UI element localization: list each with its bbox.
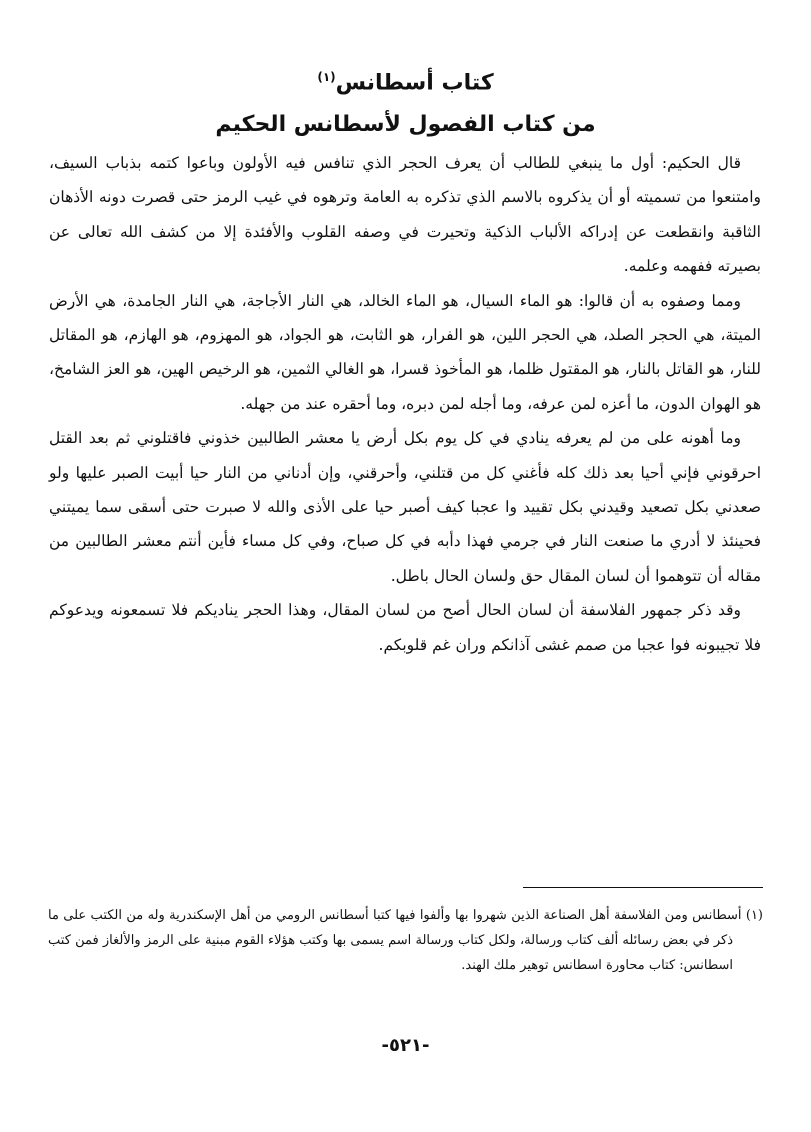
footnote-divider (523, 887, 763, 888)
body-text (49, 146, 761, 662)
paragraph: وما أهونه على من لم يعرفه ينادي في كل يوم بكل أرض يا معشر الطالبين خذوني فاقتلوني ثم بعد القتل احرقوني فإني أحيا بعد ذلك كله فأغني كل من قتلني، وأحرقني، وإن أدناني من النار حيا أبيت الصبر عليها ولو صعدني بكل تصعيد وقيدني بكل تقييد وا عجبا كيف أصبر حيا على الأذى والله لا صبرت حتى أسقى سما يميتني فحينئذ لا أدري ما صنعت النار في جرمي فهذا دأبه في كل صباح، وفي كل مساء فأين أنتم معشر الطالبين من مقاله أن تتوهموا أن لسان المقال حق ولسان الحال باطل. (49, 429, 761, 585)
chapter-title (0, 62, 811, 98)
paragraph: قال الحكيم: أول ما ينبغي للطالب أن يعرف الحجر الذي تنافس فيه الأولون وباعوا كتمه بذباب السيف، وامتنعوا من تسميته أو أن يذكروه بالاسم الذي تذكره به العامة وترهوه في غيب الرمز حتى قصرت دونه الأذهان الثاقبة وانقطعت عن إدراكه الألباب الذكية وتحيرت في وصفه القلوب والأفئدة إلا من كشف الله تعالى عن بصيرته ففهمه وعلمه. (49, 154, 761, 276)
paragraph: ومما وصفوه به أن قالوا: هو الماء السيال، هو الماء الخالد، هي النار الأجاجة، هي النار الجامدة، هي الأرض الميتة، هي الحجر الصلد، هي الحجر اللين، هو الفرار، هو الثابت، هو الجواد، هو المهزوم، هو الهازم، هو المقاتل للنار، هو القاتل بالنار، هو المقتول ظلما، هو المأخوذ قسرا، هو الغالي الثمين، هو الرخيص الهين، هو العز الشامخ، هو الهوان الدون، ما أعزه لمن عرفه، وما أجله لمن دبره، وما أحقره عند من جهله. (49, 291, 761, 413)
chapter-subtitle: من كتاب الفصول لأسطانس الحكيم (215, 112, 596, 137)
footnote-marker: (١) (317, 70, 336, 84)
page-number: -٥٢١- (381, 1035, 430, 1056)
paragraph: وقد ذكر جمهور الفلاسفة أن لسان الحال أصح من لسان المقال، وهذا الحجر يناديكم فلا تسمعونه ويدعوكم فلا تجيبونه فوا عجبا من صمم غشى آذانكم وران غم قلوبكم. (49, 601, 761, 654)
footnote-text: (١) أسطانس ومن الفلاسفة أهل الصناعة الذين شهروا بها وألفوا فيها كتبا أسطانس الرومي من أهل الإسكندرية وله من الكتب على ما ذكر في بعض رسائله ألف كتاب ورسالة، ولكل كتاب ورسالة اسم يسمى بها وكتب هؤلاء القوم مبنية على الرمز والألغاز فمن كتب اسطانس: كتاب محاورة اسطانس توهير ملك الهند. (48, 908, 763, 973)
footnote (48, 903, 763, 978)
chapter-title-text: كتاب أسطانس (335, 70, 494, 96)
